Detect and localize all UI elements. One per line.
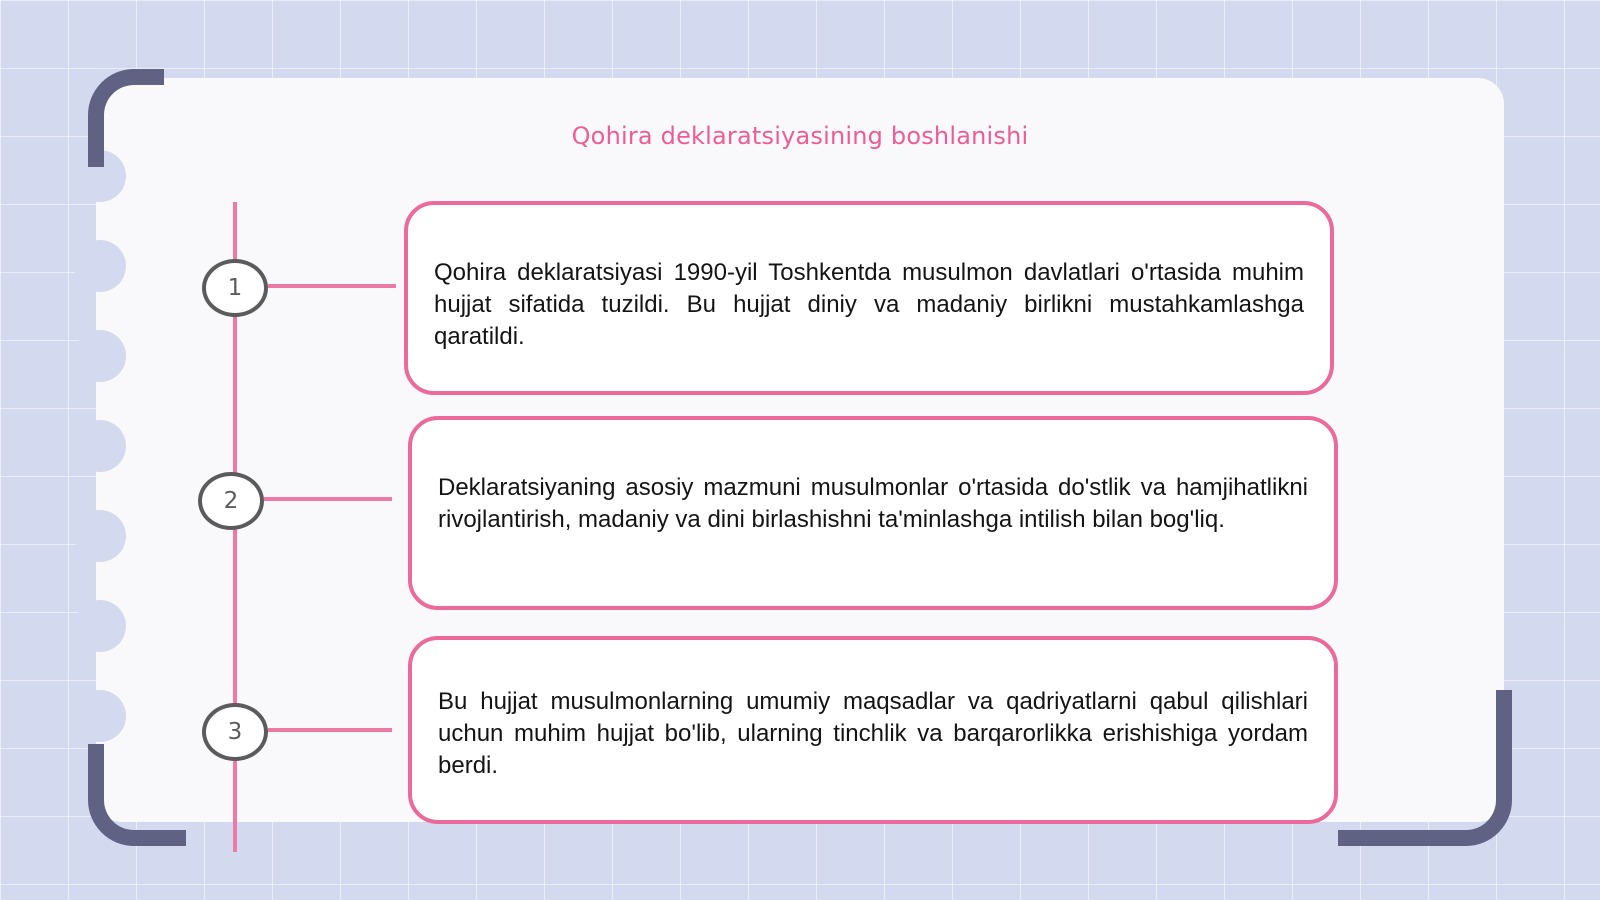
timeline-connector [264,497,392,501]
timeline-connector [268,284,396,288]
step-card [408,416,1338,610]
corner-bracket-top-left [88,69,164,167]
timeline-connector [268,728,392,732]
step-number-circle: 2 [198,472,264,530]
step-text: Deklaratsiyaning asosiy mazmuni musulmonlar o'rtasida do'stlik va hamjihatlikni rivojlantirish, madaniy va dini birlashishni ta'minlashga intilish bilan bog'liq. [438,474,1308,533]
corner-bracket-bottom-right [1338,690,1512,846]
slide-title: Qohira deklaratsiyasining boshlanishi [571,122,1029,150]
step-number-circle: 1 [202,259,268,317]
notebook-notch [74,240,126,292]
corner-bracket-bottom-left [88,744,186,846]
step-card [408,636,1338,824]
notebook-notch [74,510,126,562]
step-card [404,201,1334,395]
notebook-notch [74,330,126,382]
step-number-circle: 3 [202,703,268,761]
step-text: Bu hujjat musulmonlarning umumiy maqsadlar va qadriyatlarni qabul qilishlari uchun muhim hujjat bo'lib, ularning tinchlik va barqarorlikka erishishiga yordam berdi. [438,688,1308,779]
step-text: Qohira deklaratsiyasi 1990-yil Toshkentda musulmon davlatlari o'rtasida muhim hujjat sifatida tuzildi. Bu hujjat diniy va madaniy birlikni mustahkamlashga qaratildi. [434,259,1304,350]
notebook-notch [74,690,126,742]
notebook-notch [74,600,126,652]
notebook-notch [74,420,126,472]
